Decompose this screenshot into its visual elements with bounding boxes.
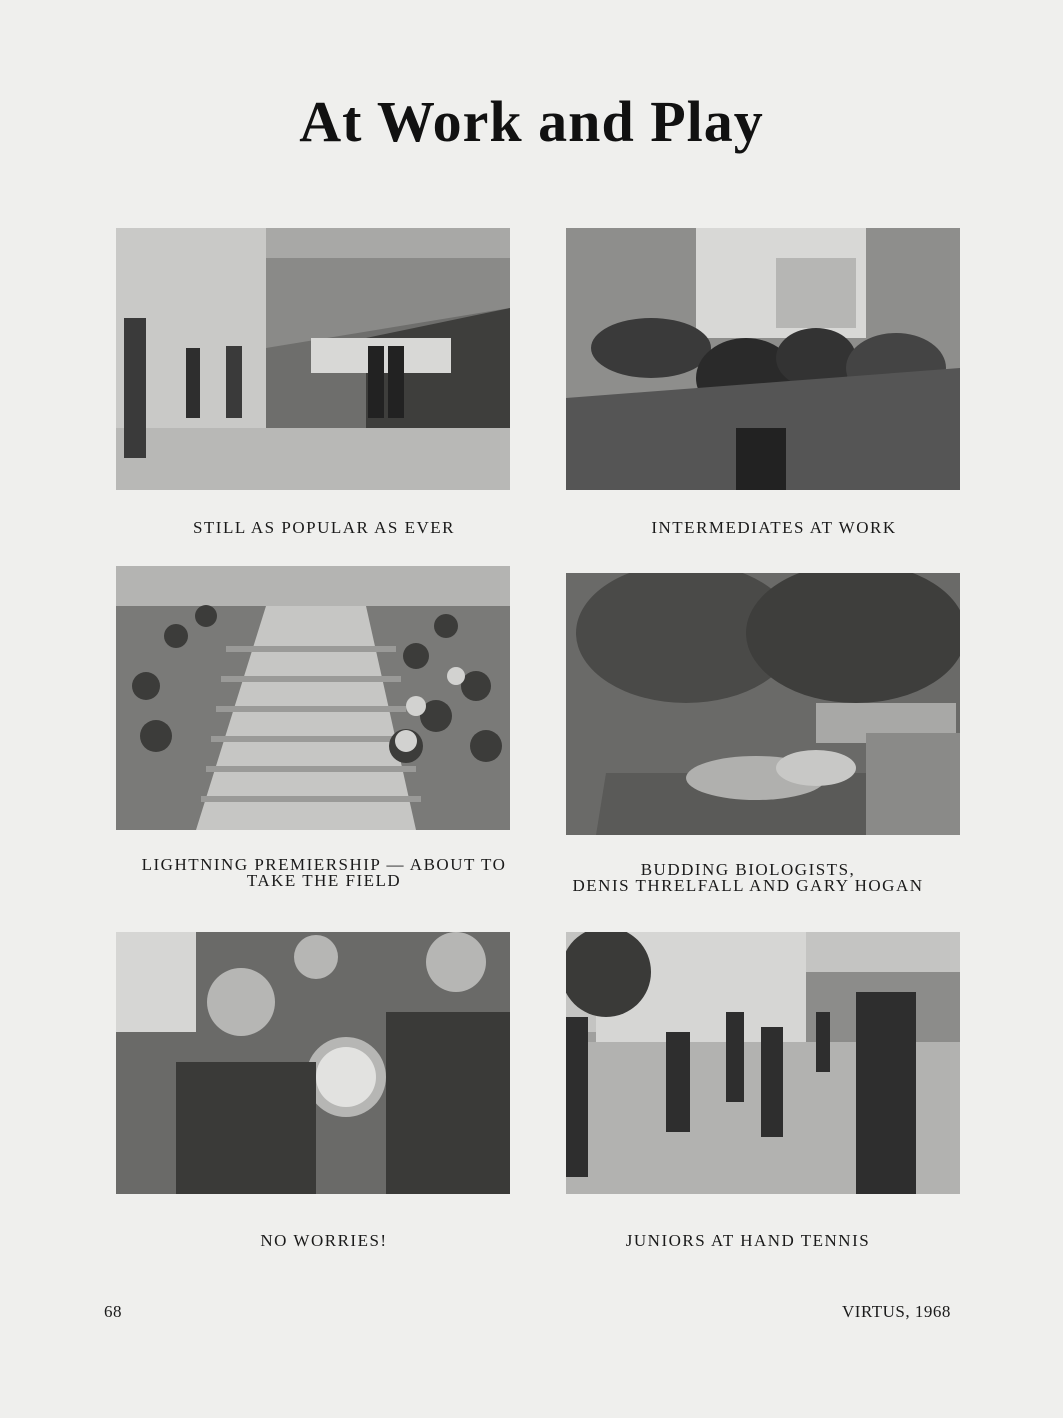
caption-still-as-popular: STILL AS POPULAR AS EVER [192,518,456,537]
photo-boys-on-steps [116,566,510,830]
photo-hand-tennis [566,932,960,1194]
caption-line-2: TAKE THE FIELD [246,871,402,890]
caption-lightning-premiership [116,857,532,889]
caption-intermediates: INTERMEDIATES AT WORK [651,518,897,537]
publication-name: VIRTUS, 1968 [842,1302,951,1321]
page-title: At Work and Play [299,89,764,154]
caption-budding-biologists [540,862,956,894]
caption-line-1: LIGHTNING PREMIERSHIP — ABOUT TO [141,855,507,874]
caption-line-2: DENIS THRELFALL AND GARY HOGAN [572,876,924,895]
caption-line-1: BUDDING BIOLOGISTS, [640,860,856,879]
photo-classroom [566,228,960,490]
photo-dissection [566,573,960,835]
page-number: 68 [104,1302,122,1321]
photo-handball-court [116,228,510,490]
photo-no-worries [116,932,510,1194]
caption-no-worries: NO WORRIES! [260,1231,388,1250]
caption-hand-tennis: JUNIORS AT HAND TENNIS [625,1231,871,1250]
